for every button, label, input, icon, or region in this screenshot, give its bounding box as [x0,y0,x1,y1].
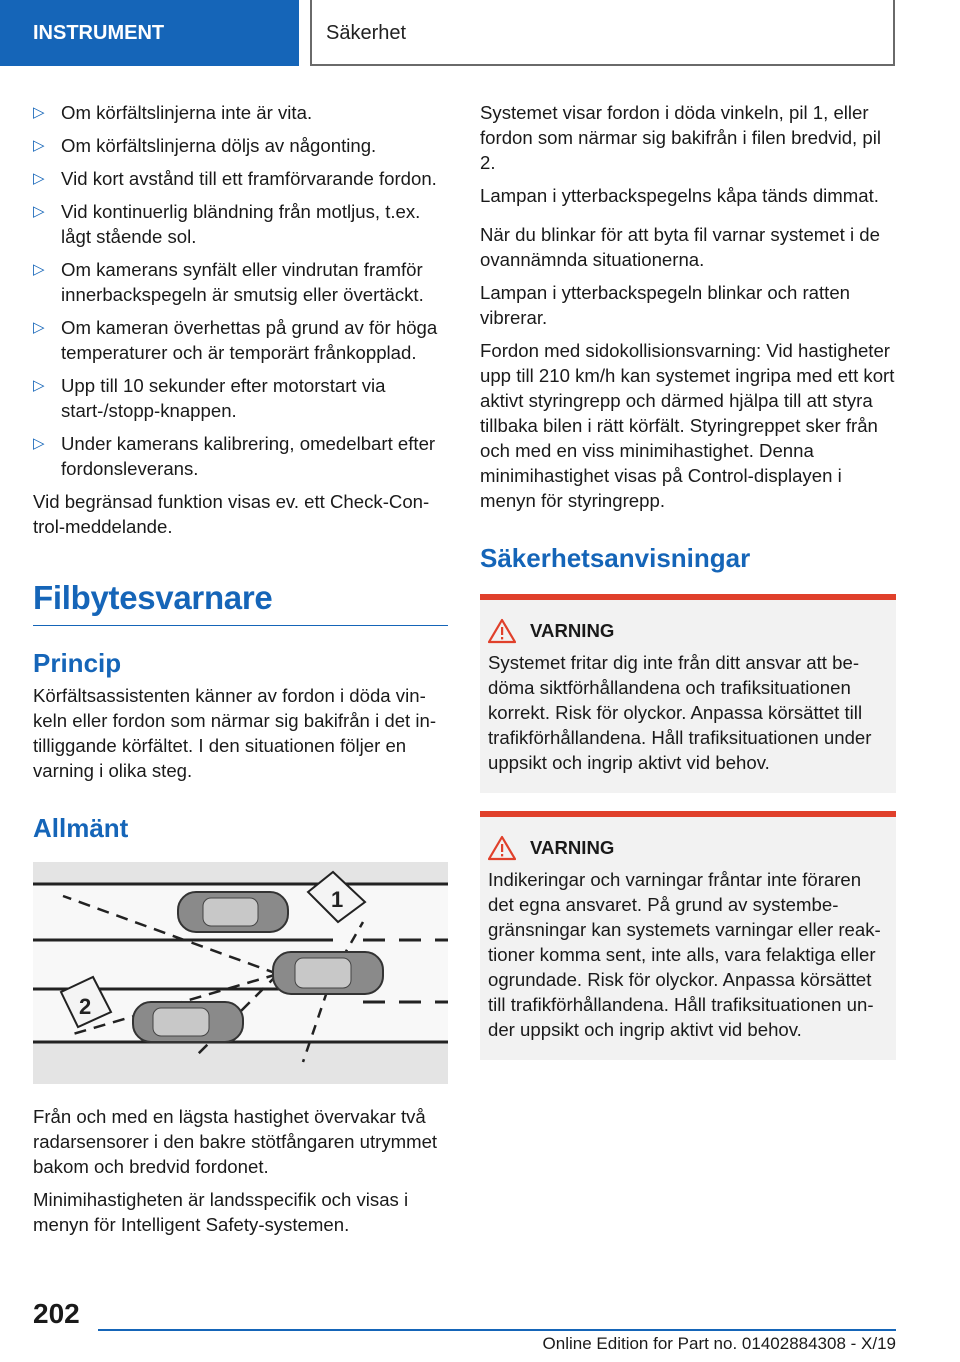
lamp-blinks-text: Lampan i ytterbackspegeln blinkar och ratten vibrerar. [480,282,851,328]
chapter-tab: INSTRUMENT [0,0,299,66]
section-title: Säkerhet [310,0,895,66]
bullet-triangle-icon: ▷ [33,137,45,154]
left-column [33,100,448,1245]
svg-text:2: 2 [79,994,92,1019]
warning-text: Indikeringar och varningar fråntar inte föraren det egna ansvaret. På grund av systembegränsningar kan systemets varningar eller reaktioner komma sent, inte alls, vara felaktiga eller ogrundade. Risk för olyckor. Anpassa körsättet till trafikförhållandena. Håll trafiksituationen under uppsikt och ingrip aktivt vid behov. [488,869,881,1040]
list-item: ▷ Om körfältslinjerna inte är vita. [33,102,313,123]
radar-text: Från och med en lägsta hastighet övervakar två radarsensorer i den bakre stötfångaren utrymmet bakom och bredvid fordonet. [33,1106,438,1177]
car-own [273,952,383,994]
list-item: ▷ Vid kort avstånd till ett framförvarande fordon. [33,168,437,189]
list-item: ▷ Om kameran överhettas på grund av för höga temperaturer och är temporärt frånkopplad. [33,317,438,363]
bullet-triangle-icon: ▷ [33,104,45,121]
car-approaching [133,1002,243,1042]
safety-heading: Säkerhetsanvisningar [480,543,751,573]
bullet-triangle-icon: ▷ [33,319,45,336]
warning-title: VARNING [530,837,615,858]
car-blind-spot [178,892,288,932]
edition-footer: Online Edition for Part no. 01402884308 - X/19 [542,1334,896,1353]
road-diagram [33,862,448,1084]
condition-list [33,100,448,481]
system-shows-text: Systemet visar fordon i döda vinkeln, pil 1, eller fordon som närmar sig bakifrån i filen bredvid, pil 2. [480,102,881,173]
warning-title: VARNING [530,620,615,641]
page-number: 202 [33,1298,80,1329]
lane-change-illustration [33,862,448,1084]
bullet-triangle-icon: ▷ [33,435,45,452]
svg-text:1: 1 [331,887,344,912]
principle-heading: Princip [33,648,122,678]
list-item: ▷ Om körfältslinjerna döljs av någonting. [33,135,377,156]
warning-box [480,811,896,1060]
warning-triangle-icon [488,618,516,644]
principle-text: Körfältsassistenten känner av fordon i döda vinkeln eller fordon som närmar sig bakifrån i det intilliggande körfältet. I den situationen följer en varning i olika steg. [33,685,437,781]
side-collision-text: Fordon med sidokollisionsvarning: Vid hastigheter upp till 210 km/h kan systemet ingripa med ett kort aktivt styringrepp och därmed hjälpa till att styra tillbaka bilen i rätt körfält. Styringreppet sker från och med en viss minimihastighet. Denna minimihastighet visas på Control-displayen i menyn för styringrepp. [480,340,895,511]
blink-warning-text: När du blinkar för att byta fil varnar systemet i de ovannämnda situationerna. [480,224,880,270]
right-column [480,100,896,1078]
lamp-dimmed-text: Lampan i ytterbackspegelns kåpa tänds dimmat. [480,185,879,206]
general-heading: Allmänt [33,813,129,843]
page-heading: Filbytesvarnare [33,579,448,626]
list-item: ▷ Under kamerans kalibrering, omedelbart efter fordonsleverans. [33,433,436,479]
footer-rule [98,1329,896,1331]
limited-function-text: Vid begränsad funktion visas ev. ett Check-Control-meddelande. [33,491,430,537]
list-item: ▷ Om kamerans synfält eller vindrutan framför innerbackspegeln är smutsig eller övertäckt. [33,259,424,305]
bullet-triangle-icon: ▷ [33,377,45,394]
list-item: ▷ Upp till 10 sekunder efter motorstart via start-/stopp-knappen. [33,375,386,421]
warning-text: Systemet fritar dig inte från ditt ansvar att bedöma siktförhållandena och trafiksituationen korrekt. Risk för olyckor. Anpassa körsättet till trafikförhållandena. Håll trafiksituationen under uppsikt och ingrip aktivt vid behov. [488,652,872,773]
bullet-triangle-icon: ▷ [33,261,45,278]
list-item: ▷ Vid kontinuerlig bländning från motljus, t.ex. lågt stående sol. [33,201,421,247]
warning-triangle-icon [488,835,516,861]
bullet-triangle-icon: ▷ [33,203,45,220]
min-speed-text: Minimihastigheten är landsspecifik och visas i menyn för Intelligent Safety-systemen. [33,1189,409,1235]
warning-box [480,594,896,793]
bullet-triangle-icon: ▷ [33,170,45,187]
